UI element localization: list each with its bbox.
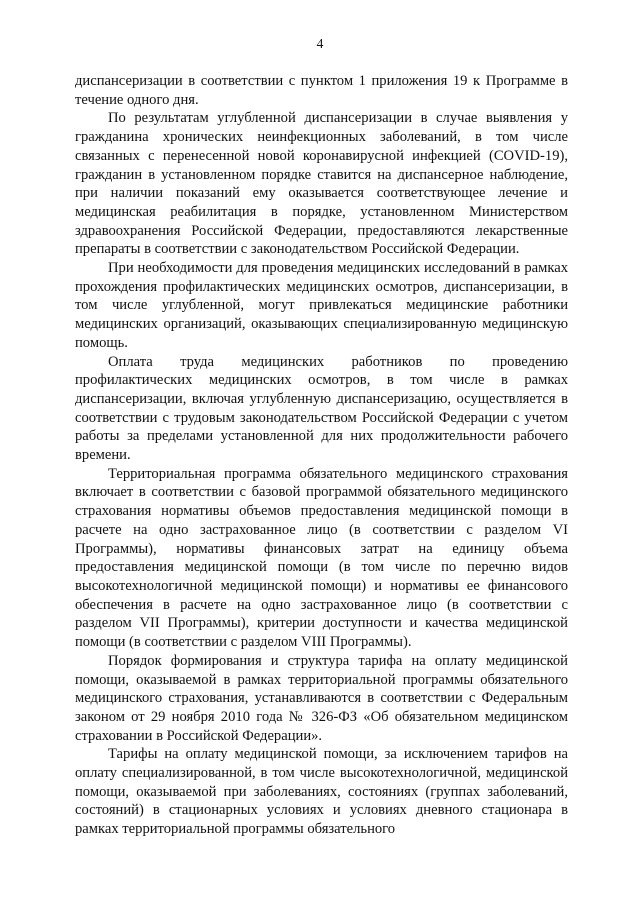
paragraph-2: По результатам углубленной диспансеризации в случае выявления у гражданина хронических неинфекционных заболеваний, в том числе связанных с перенесенной новой коронавирусной инфекцией (COVID-19), гражданин в установленном порядке ставится на диспансерное наблюдение, при наличии показаний ему оказывается соответствующее лечение и медицинская реабилитация в порядке, установленном Министерством здравоохранения Российской Федерации, предоставляются лекарственные препараты в соответствии с законодательством Российской Федерации. [75,110,568,258]
paragraph-6: Порядок формирования и структура тарифа на оплату медицинской помощи, оказываемой в рамках территориальной программы обязательного медицинского страхования, устанавливаются в соответствии с Федеральным законом от 29 ноября 2010 года № 326-ФЗ «Об обязательном медицинском страховании в Российской Федерации». [75,652,568,744]
paragraph-5: Территориальная программа обязательного медицинского страхования включает в соответствии с базовой программой обязательного медицинского страхования нормативы объемов предоставления медицинской помощи в расчете на одно застрахованное лицо (в соответствии с разделом VI Программы), нормативы финансовых затрат на единицу объема предоставления медицинской помощи (в том числе по перечню видов высокотехнологичной медицинской помощи) и нормативы ее финансового обеспечения в расчете на одно застрахованное лицо (в соответствии с разделом VII Программы), критерии доступности и качества медицинской помощи (в соответствии с разделом VIII Программы). [75,465,568,651]
paragraph-3: При необходимости для проведения медицинских исследований в рамках прохождения профилактических медицинских осмотров, диспансеризации, в том числе углубленной, могут привлекаться медицинские работники медицинских организаций, оказывающих специализированную медицинскую помощь. [75,260,568,351]
paragraph-4: Оплата труда медицинских работников по проведению профилактических медицинских осмотров, в том числе в рамках диспансеризации, включая углубленную диспансеризацию, осуществляется в соответствии с трудовым законодательством Российской Федерации с учетом работы за пределами установленной для них продолжительности рабочего времени. [75,353,568,464]
paragraph-1: диспансеризации в соответствии с пунктом 1 приложения 19 к Программе в течение одного дня. [75,73,568,108]
paragraph-7: Тарифы на оплату медицинской помощи, за исключением тарифов на оплату специализированной, в том числе высокотехнологичной, медицинской помощи, оказываемой при заболеваниях, состояниях (группах заболеваний, состояний) в стационарных условиях и условиях дневного стационара в рамках территориальной программы обязательного [75,746,568,838]
document-body [75,72,568,839]
page-number: 4 [316,36,324,51]
